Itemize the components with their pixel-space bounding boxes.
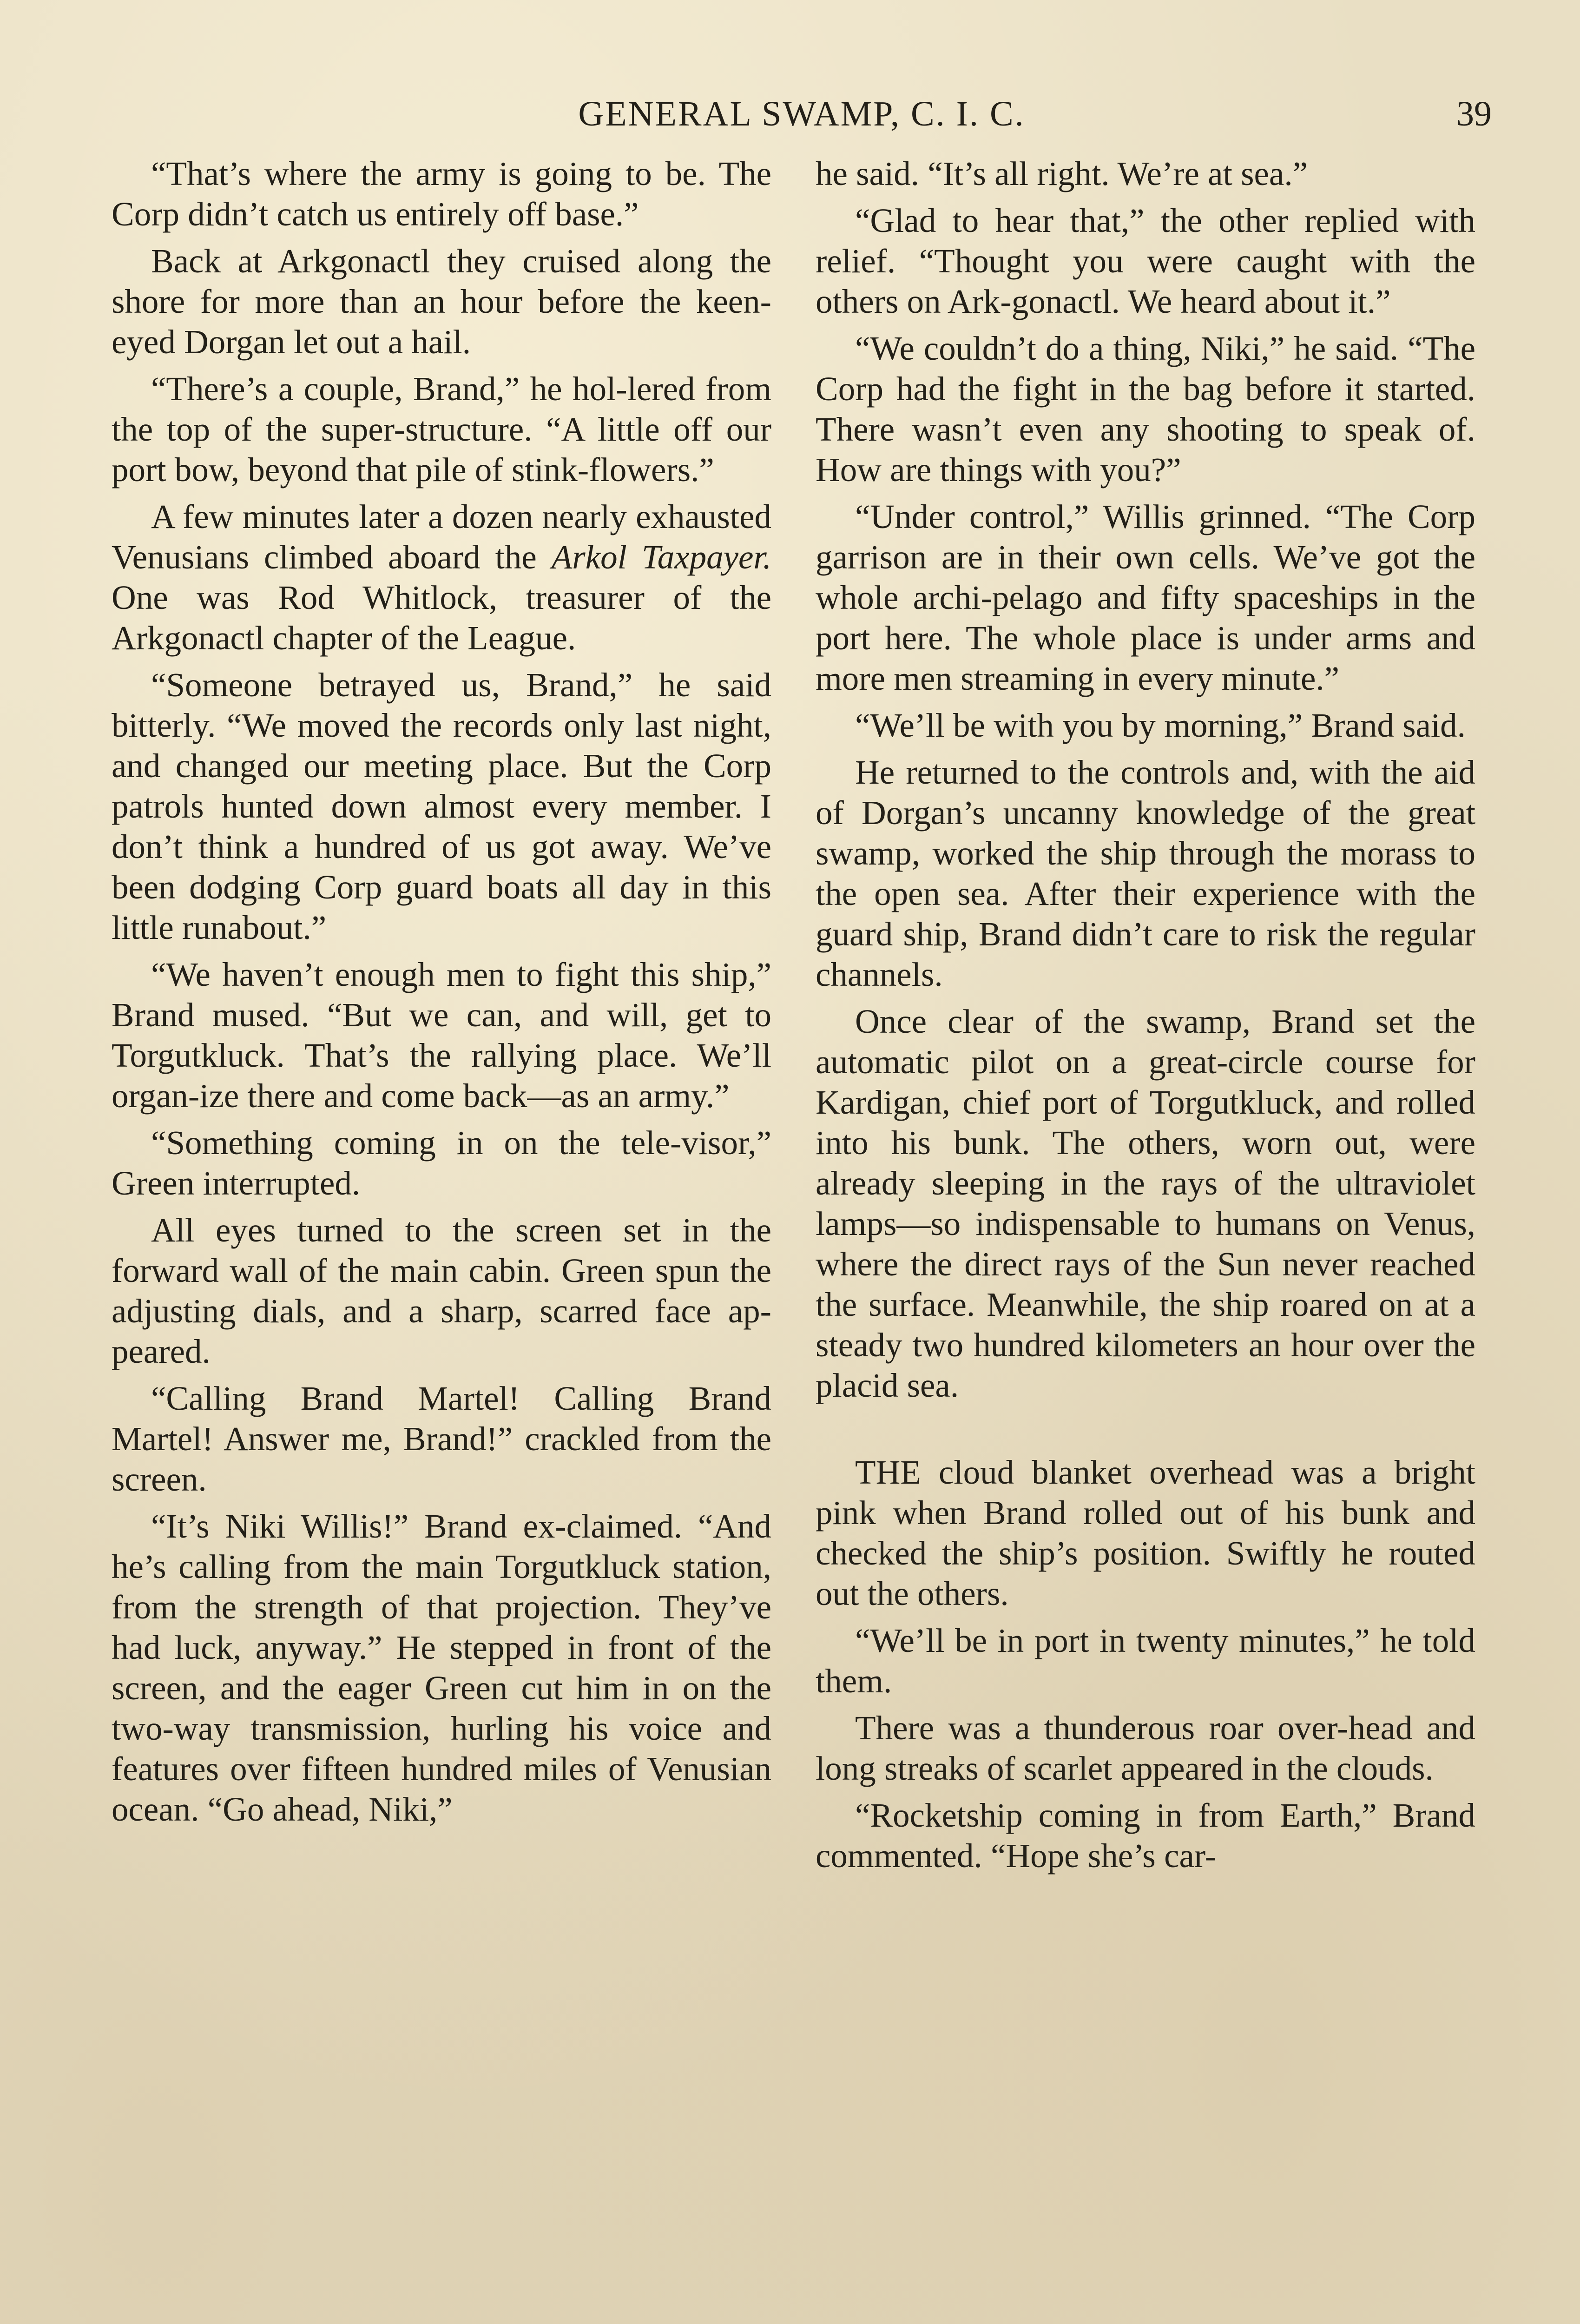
paragraph: There was a thunderous roar over-head and long streaks of scarlet appeared in the clouds.	[816, 1709, 1475, 1787]
paragraph-text: A few minutes later a dozen nearly exhausted Venusians climbed aboard the	[112, 498, 771, 576]
paragraph: “We’ll be in port in twenty minutes,” he told them.	[816, 1622, 1475, 1700]
ship-name: Arkol Taxpayer.	[551, 538, 772, 576]
page-header	[112, 88, 1492, 139]
running-head: GENERAL SWAMP, C. I. C.	[578, 94, 1025, 133]
paragraph: “We couldn’t do a thing, Niki,” he said. “The Corp had the fight in the bag before it started. There wasn’t even any shooting to speak of. How are things with you?”	[816, 330, 1475, 489]
paragraph: Once clear of the swamp, Brand set the automatic pilot on a great-circle course for Kardigan, chief port of Torgutkluck, and rolled into his bunk. The others, worn out, were already sleeping in the rays of the ultraviolet lamps—so indispensable to humans on Venus, where the direct rays of the Sun never reached the surface. Meanwhile, the ship roared on at a steady two hundred kilometers an hour over the placid sea.	[816, 1003, 1475, 1404]
paragraph: “Rocketship coming in from Earth,” Brand commented. “Hope she’s car-	[816, 1796, 1475, 1875]
paragraph: Back at Arkgonactl they cruised along the shore for more than an hour before the keen-eyed Dorgan let out a hail.	[112, 242, 771, 361]
paragraph: “Under control,” Willis grinned. “The Corp garrison are in their own cells. We’ve got the whole archi-pelago and fifty spaceships in the port here. The whole place is under arms and more men streaming in every minute.”	[816, 498, 1475, 697]
section-start-paragraph: THE cloud blanket overhead was a bright pink when Brand rolled out of his bunk and checked the ship’s position. Swiftly he routed out the others.	[816, 1453, 1475, 1612]
paragraph: “That’s where the army is going to be. The Corp didn’t catch us entirely off base.”	[112, 155, 771, 233]
paragraph: “It’s Niki Willis!” Brand ex-claimed. “And he’s calling from the main Torgutkluck station, from the strength of that projection. They’ve had luck, anyway.” He stepped in front of the screen, and the eager Green cut him in on the two-way transmission, hurling his voice and features over fifteen hundred miles of Venusian ocean. “Go ahead, Niki,”	[112, 1507, 771, 1828]
paragraph-continued: he said. “It’s all right. We’re at sea.”	[816, 155, 1308, 192]
paragraph: He returned to the controls and, with the aid of Dorgan’s uncanny knowledge of the great swamp, worked the ship through the morass to the open sea. After their experience with the guard ship, Brand didn’t care to risk the regular channels.	[816, 753, 1475, 993]
paragraph: “Glad to hear that,” the other replied with relief. “Thought you were caught with the others on Ark-gonactl. We heard about it.”	[816, 202, 1475, 320]
paragraph: “Someone betrayed us, Brand,” he said bitterly. “We moved the records only last night, and changed our meeting place. But the Corp patrols hunted down almost every member. I don’t think a hundred of us got away. We’ve been dodging Corp guard boats all day in this little runabout.”	[112, 666, 771, 946]
paragraph: “There’s a couple, Brand,” he hol-lered from the top of the super-structure. “A little off our port bow, beyond that pile of stink-flowers.”	[112, 370, 771, 489]
paragraph-text: One was Rod Whitlock, treasurer of the Arkgonactl chapter of the League.	[112, 579, 771, 657]
paragraph: “We’ll be with you by morning,” Brand said.	[855, 706, 1466, 744]
paragraph: All eyes turned to the screen set in the forward wall of the main cabin. Green spun the adjusting dials, and a sharp, scarred face ap-peared.	[112, 1211, 771, 1370]
page-number: 39	[1456, 94, 1492, 133]
left-column	[112, 153, 771, 1836]
paragraph	[112, 496, 771, 658]
paragraph: “We haven’t enough men to fight this ship,” Brand mused. “But we can, and will, get to Torgutkluck. That’s the rallying place. We’ll organ-ize there and come back—as an army.”	[112, 956, 771, 1115]
paragraph: “Calling Brand Martel! Calling Brand Martel! Answer me, Brand!” crackled from the screen.	[112, 1380, 771, 1498]
right-column	[816, 153, 1475, 1882]
paragraph: “Something coming in on the tele-visor,” Green interrupted.	[112, 1124, 771, 1202]
